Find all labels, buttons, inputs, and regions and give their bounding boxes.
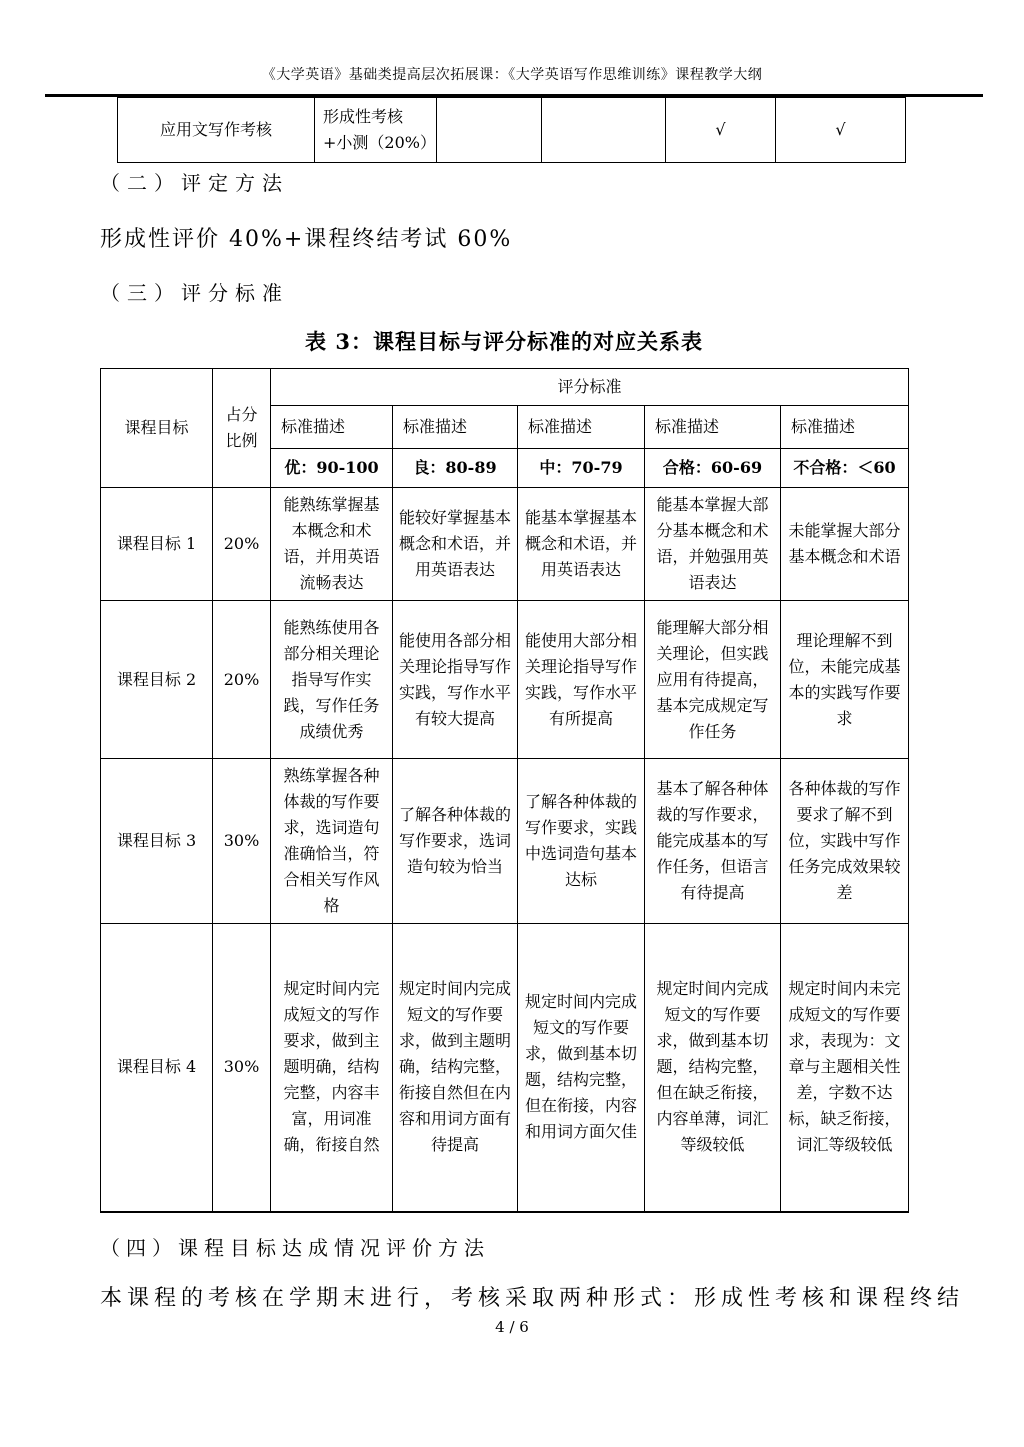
desc-label-cell: 标准描述 xyxy=(781,406,909,449)
assessment-table-fragment xyxy=(117,97,906,163)
weight-cell: 20% xyxy=(213,601,271,759)
criteria-cell: 能熟练使用各部分相关理论指导写作实践，写作任务成绩优秀 xyxy=(271,601,393,759)
criteria-cell: 能较好掌握基本概念和术语，并用英语表达 xyxy=(393,488,518,601)
weight-header-cell: 占分比例 xyxy=(213,369,271,488)
criteria-cell: 能理解大部分相关理论，但实践应用有待提高，基本完成规定写作任务 xyxy=(645,601,781,759)
criteria-cell: 了解各种体裁的写作要求，选词造句较为恰当 xyxy=(393,759,518,924)
page-number: 4 / 6 xyxy=(495,1318,529,1336)
assessment-name-cell: 应用文写作考核 xyxy=(118,98,315,163)
evaluation-method-text: 形成性评价 40%+课程终结考试 60% xyxy=(100,227,513,252)
criteria-cell: 熟练掌握各种体裁的写作要求，选词造句准确恰当，符合相关写作风格 xyxy=(271,759,393,924)
criteria-cell: 能基本掌握大部分基本概念和术语，并勉强用英语表达 xyxy=(645,488,781,601)
criteria-cell: 规定时间内完成短文的写作要求，做到基本切题，结构完整，但在衔接，内容和用词方面欠佳 xyxy=(518,924,645,1212)
goal-cell: 课程目标 1 xyxy=(101,488,213,601)
criteria-cell: 了解各种体裁的写作要求，实践中选词造句基本达标 xyxy=(518,759,645,924)
weight-cell: 30% xyxy=(213,924,271,1212)
goal-row-1 xyxy=(101,488,909,601)
criteria-cell: 能基本掌握基本概念和术语，并用英语表达 xyxy=(518,488,645,601)
goal-cell: 课程目标 2 xyxy=(101,601,213,759)
criteria-cell: 能熟练掌握基本概念和术语，并用英语流畅表达 xyxy=(271,488,393,601)
goal-cell: 课程目标 3 xyxy=(101,759,213,924)
criteria-cell: 规定时间内完成短文的写作要求，做到主题明确，结构完整，衔接自然但在内容和用词方面有待提高 xyxy=(393,924,518,1212)
desc-label-cell: 标准描述 xyxy=(518,406,645,449)
criteria-cell: 规定时间内未完成短文的写作要求，表现为：文章与主题相关性差，字数不达标，缺乏衔接，词汇等级较低 xyxy=(781,924,909,1212)
grade-band-cell: 中：70-79 xyxy=(518,449,645,488)
table3-caption: 表 3：课程目标与评分标准的对应关系表 xyxy=(305,329,703,354)
criteria-cell: 能使用大部分相关理论指导写作实践，写作水平有所提高 xyxy=(518,601,645,759)
goal-row-3 xyxy=(101,759,909,924)
criteria-cell: 理论理解不到位，未能完成基本的实践写作要求 xyxy=(781,601,909,759)
grade-band-cell: 不合格：＜60 xyxy=(781,449,909,488)
section-heading-grading-criteria: （三）评分标准 xyxy=(100,281,289,305)
criteria-cell: 规定时间内完成短文的写作要求，做到主题明确，结构完整，内容丰富，用词准确，衔接自然 xyxy=(271,924,393,1212)
desc-label-cell: 标准描述 xyxy=(645,406,781,449)
assessment-row xyxy=(118,98,906,163)
assessment-form-cell: 形成性考核+小测（20%） xyxy=(315,98,437,163)
table-header-row xyxy=(101,369,909,406)
empty-cell xyxy=(437,98,542,163)
checkmark-cell: √ xyxy=(666,98,776,163)
criteria-cell: 能使用各部分相关理论指导写作实践，写作水平有较大提高 xyxy=(393,601,518,759)
criteria-cell: 未能掌握大部分基本概念和术语 xyxy=(781,488,909,601)
closing-paragraph: 本课程的考核在学期末进行，考核采取两种形式：形成性考核和课程终结 xyxy=(100,1286,965,1311)
grade-band-cell: 优：90-100 xyxy=(271,449,393,488)
section-heading-goal-attainment: （四）课程目标达成情况评价方法 xyxy=(100,1236,490,1260)
criteria-cell: 各种体裁的写作要求了解不到位，实践中写作任务完成效果较差 xyxy=(781,759,909,924)
criteria-cell: 规定时间内完成短文的写作要求，做到基本切题，结构完整，但在缺乏衔接，内容单薄，词汇等级较低 xyxy=(645,924,781,1212)
grading-criteria-table xyxy=(100,368,909,1213)
criteria-header-cell: 评分标准 xyxy=(271,369,909,406)
criteria-cell: 基本了解各种体裁的写作要求，能完成基本的写作任务，但语言有待提高 xyxy=(645,759,781,924)
goal-cell: 课程目标 4 xyxy=(101,924,213,1212)
grade-band-cell: 合格：60-69 xyxy=(645,449,781,488)
page-header-title: 《大学英语》基础类提高层次拓展课：《大学英语写作思维训练》课程教学大纲 xyxy=(261,67,763,83)
section-heading-evaluation-method: （二）评定方法 xyxy=(100,171,289,195)
checkmark-cell: √ xyxy=(776,98,906,163)
weight-cell: 30% xyxy=(213,759,271,924)
grade-band-cell: 良：80-89 xyxy=(393,449,518,488)
desc-label-cell: 标准描述 xyxy=(393,406,518,449)
desc-label-cell: 标准描述 xyxy=(271,406,393,449)
empty-cell xyxy=(542,98,666,163)
goal-header-cell: 课程目标 xyxy=(101,369,213,488)
goal-row-4 xyxy=(101,924,909,1212)
weight-cell: 20% xyxy=(213,488,271,601)
goal-row-2 xyxy=(101,601,909,759)
